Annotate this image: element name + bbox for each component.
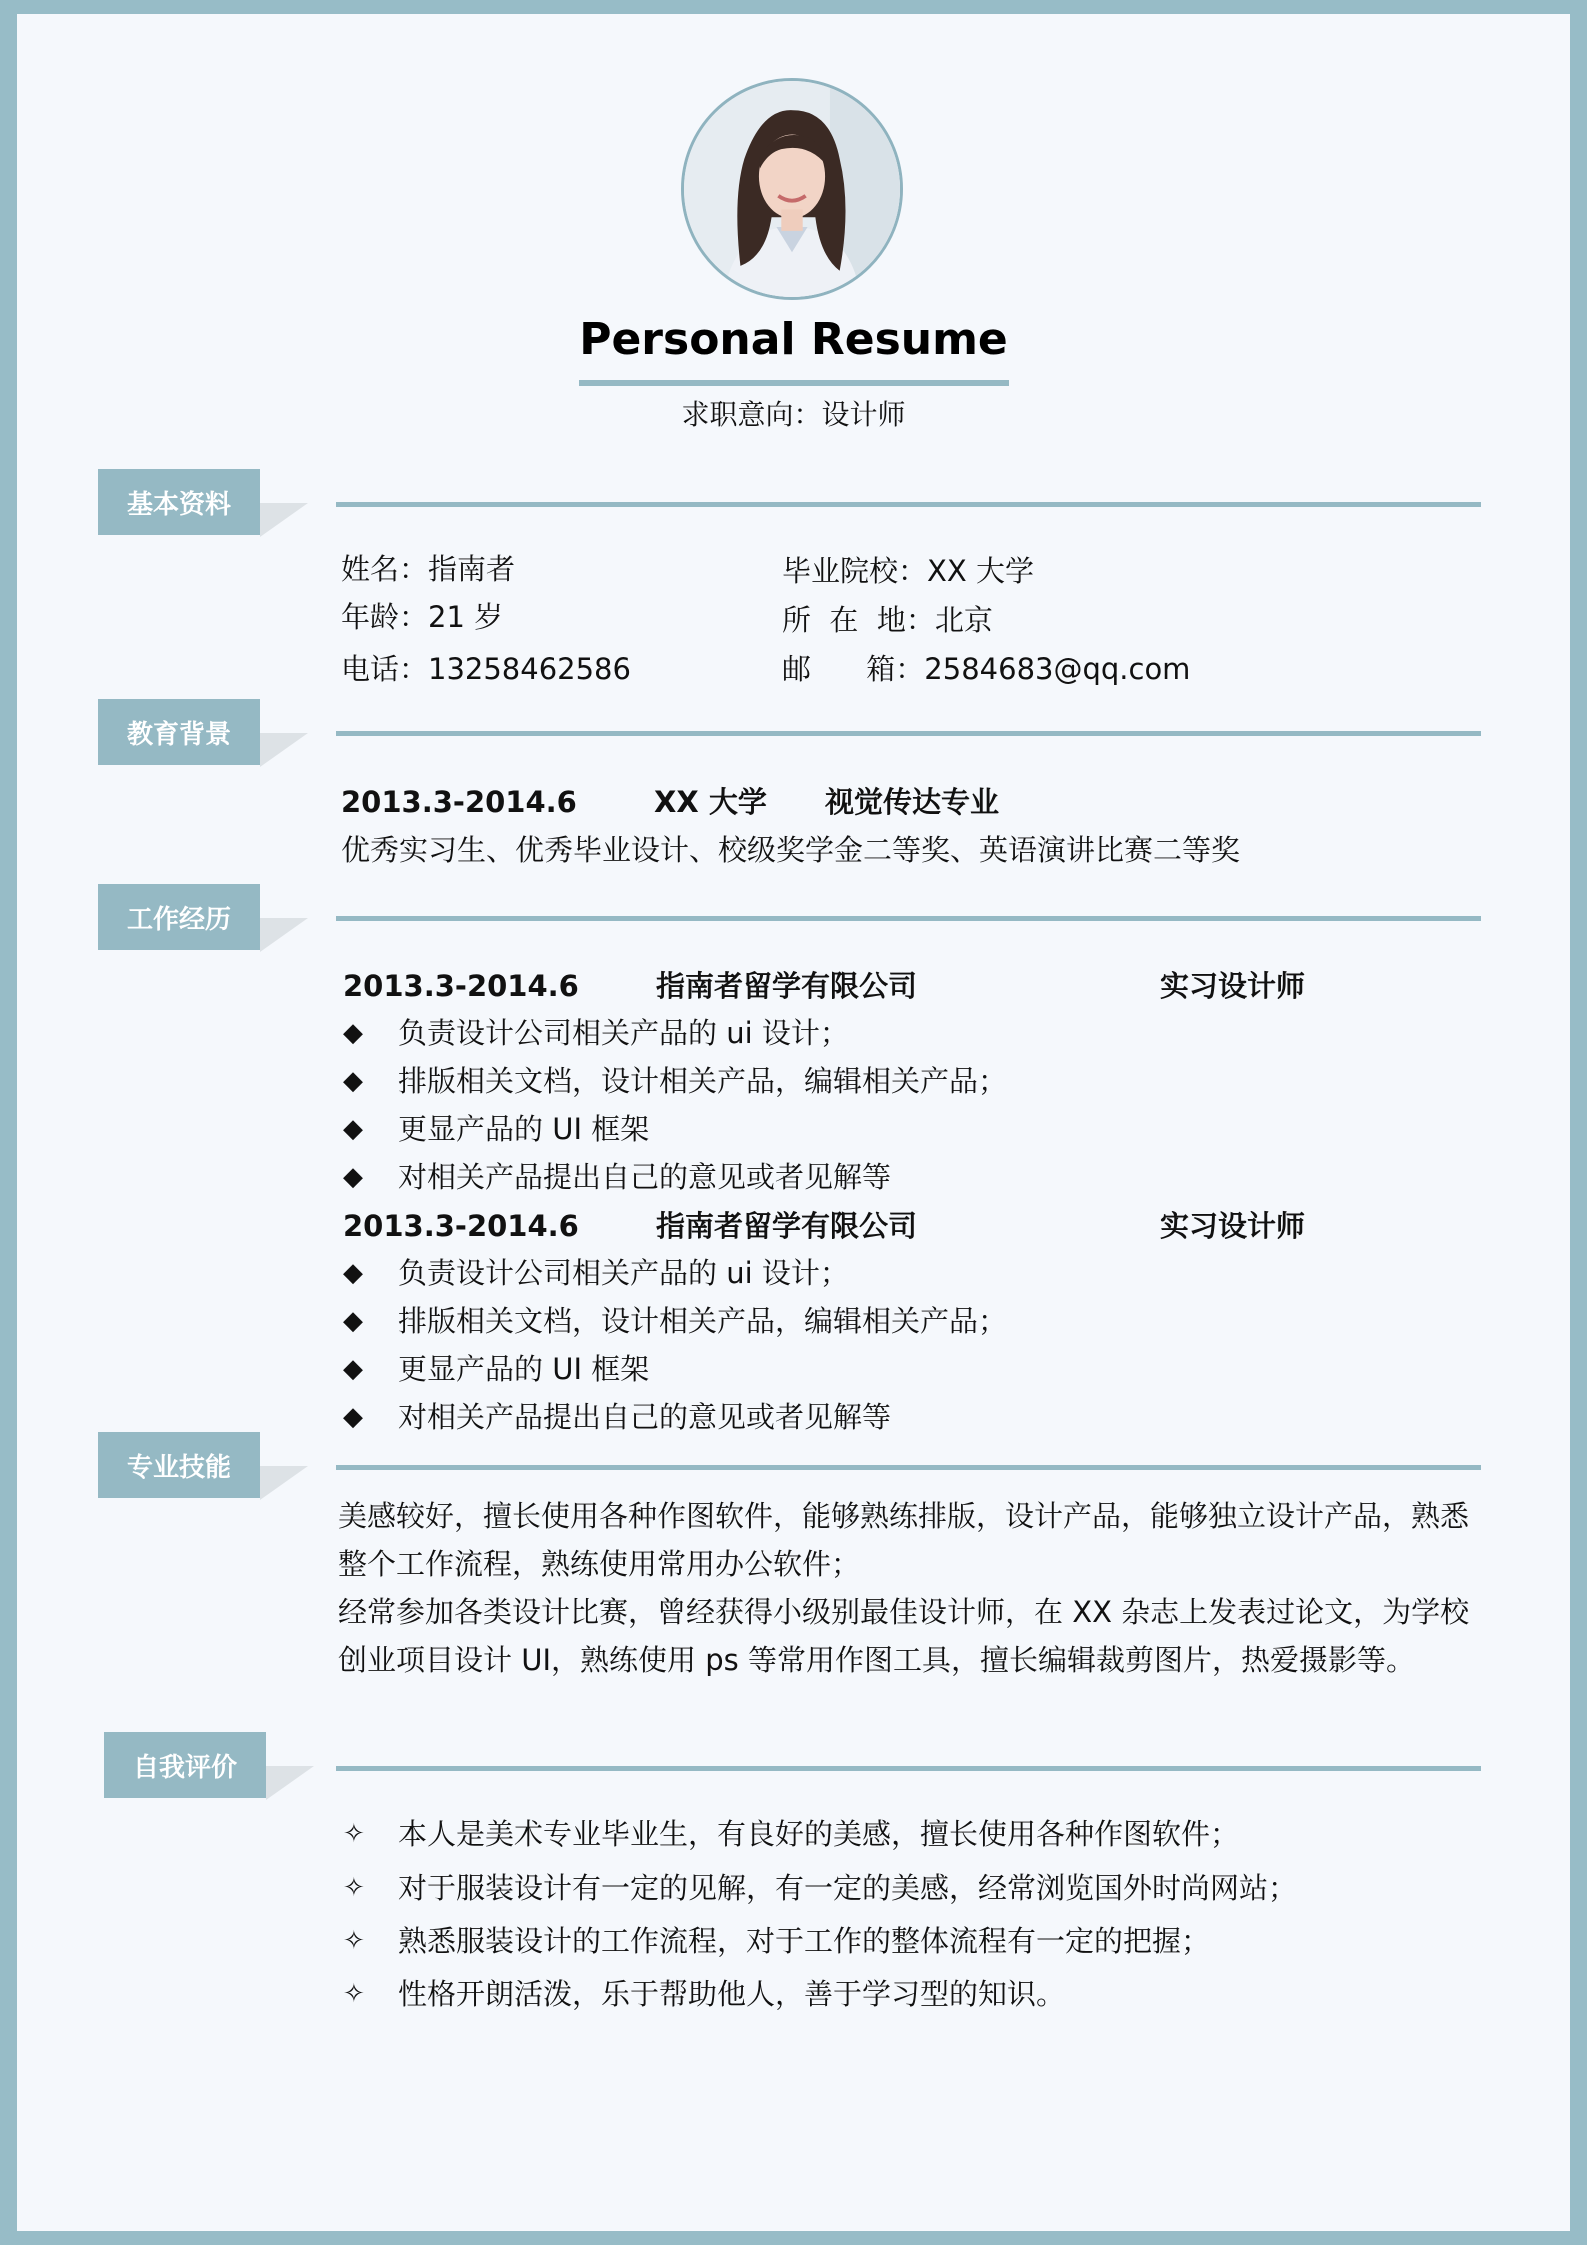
diamond-bullet-icon: ◆ xyxy=(343,1258,363,1288)
info-name: 姓名：指南者 xyxy=(341,552,516,586)
work-date: 2013.3-2014.6 xyxy=(343,1209,579,1243)
edu-major: 视觉传达专业 xyxy=(825,785,1000,819)
avatar xyxy=(681,78,903,300)
self-item: 性格开朗活泼，乐于帮助他人，善于学习型的知识。 xyxy=(398,1977,1066,2011)
job-objective: 求职意向：设计师 xyxy=(681,398,906,431)
section-rule xyxy=(336,731,1481,736)
diamond-bullet-icon: ◆ xyxy=(343,1354,363,1384)
section-rule xyxy=(336,916,1481,921)
work-duty: 对相关产品提出自己的意见或者见解等 xyxy=(398,1160,892,1194)
section-rule xyxy=(336,1465,1481,1470)
diamond-bullet-icon: ◆ xyxy=(343,1018,363,1048)
profile-photo xyxy=(684,81,900,297)
work-duty: 排版相关文档，设计相关产品，编辑相关产品； xyxy=(398,1064,1008,1098)
diamond-bullet-icon: ◆ xyxy=(343,1114,363,1144)
sparkle-bullet-icon: ✧ xyxy=(343,1979,365,2009)
info-school: 毕业院校：XX 大学 xyxy=(782,554,1034,588)
diamond-bullet-icon: ◆ xyxy=(343,1402,363,1432)
edu-school: XX 大学 xyxy=(654,785,767,819)
info-age: 年龄：21 岁 xyxy=(341,600,504,634)
section-tab-skills: 专业技能 xyxy=(98,1432,260,1498)
diamond-bullet-icon: ◆ xyxy=(343,1162,363,1192)
work-duty: 对相关产品提出自己的意见或者见解等 xyxy=(398,1400,892,1434)
edu-awards: 优秀实习生、优秀毕业设计、校级奖学金二等奖、英语演讲比赛二等奖 xyxy=(341,833,1241,867)
edu-date: 2013.3-2014.6 xyxy=(341,785,577,819)
work-duty: 排版相关文档，设计相关产品，编辑相关产品； xyxy=(398,1304,1008,1338)
self-item: 本人是美术专业毕业生，有良好的美感，擅长使用各种作图软件； xyxy=(398,1817,1240,1851)
sparkle-bullet-icon: ✧ xyxy=(343,1819,365,1849)
work-date: 2013.3-2014.6 xyxy=(343,969,579,1003)
sparkle-bullet-icon: ✧ xyxy=(343,1926,365,1956)
work-duty: 更显产品的 UI 框架 xyxy=(398,1352,650,1386)
skills-paragraph: 美感较好，擅长使用各种作图软件，能够熟练排版，设计产品，能够独立设计产品，熟悉整个工作流程，熟练使用常用办公软件； xyxy=(338,1499,1470,1581)
work-company: 指南者留学有限公司 xyxy=(656,969,918,1003)
info-email: 邮 箱：2584683@qq.com xyxy=(782,652,1191,686)
section-tab-self: 自我评价 xyxy=(104,1732,266,1798)
work-duty: 负责设计公司相关产品的 ui 设计； xyxy=(398,1016,849,1050)
self-item: 对于服装设计有一定的见解，有一定的美感，经常浏览国外时尚网站； xyxy=(398,1871,1298,1905)
skills-paragraph: 经常参加各类设计比赛，曾经获得小级别最佳设计师，在 XX 杂志上发表过论文，为学校创业项目设计 UI，熟练使用 ps 等常用作图工具，擅长编辑裁剪图片，热爱摄影等。 xyxy=(338,1595,1470,1677)
info-location: 所 在 地：北京 xyxy=(782,603,993,637)
work-role: 实习设计师 xyxy=(1160,969,1306,1003)
diamond-bullet-icon: ◆ xyxy=(343,1306,363,1336)
sparkle-bullet-icon: ✧ xyxy=(343,1873,365,1903)
work-role: 实习设计师 xyxy=(1160,1209,1306,1243)
work-company: 指南者留学有限公司 xyxy=(656,1209,918,1243)
resume-title: Personal Resume xyxy=(579,314,1008,365)
section-tab-basic: 基本资料 xyxy=(98,469,260,535)
section-tab-work: 工作经历 xyxy=(98,884,260,950)
self-item: 熟悉服装设计的工作流程，对于工作的整体流程有一定的把握； xyxy=(398,1924,1211,1958)
section-tab-education: 教育背景 xyxy=(98,699,260,765)
section-rule xyxy=(336,1766,1481,1771)
work-duty: 负责设计公司相关产品的 ui 设计； xyxy=(398,1256,849,1290)
diamond-bullet-icon: ◆ xyxy=(343,1066,363,1096)
section-rule xyxy=(336,502,1481,507)
info-phone: 电话：13258462586 xyxy=(341,652,631,686)
work-duty: 更显产品的 UI 框架 xyxy=(398,1112,650,1146)
title-underline xyxy=(579,380,1009,386)
